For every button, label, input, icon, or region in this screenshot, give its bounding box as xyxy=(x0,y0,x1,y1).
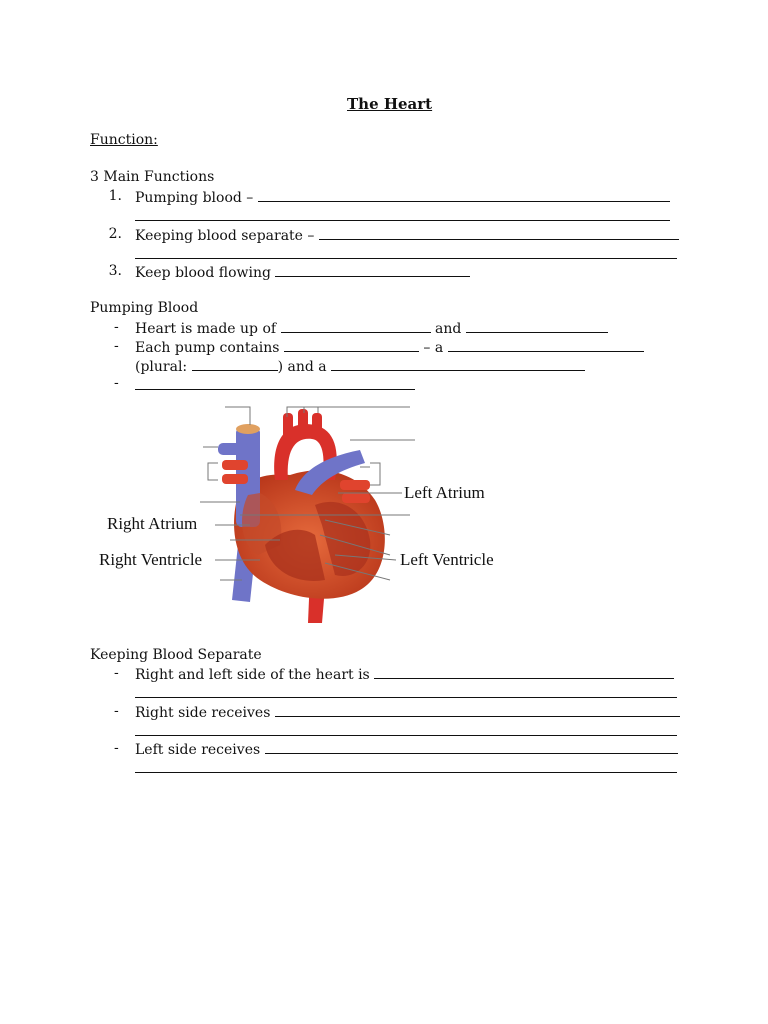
answer-blank[interactable] xyxy=(319,225,679,240)
answer-blank[interactable] xyxy=(466,318,608,333)
item-text: Keep blood flowing xyxy=(135,265,271,281)
pumping-line-2 xyxy=(135,337,644,357)
answer-blank[interactable] xyxy=(275,262,470,277)
bullet-dash: - xyxy=(114,665,119,681)
main-function-item xyxy=(135,262,470,282)
answer-blank[interactable] xyxy=(448,337,644,352)
pulmonary-vein-icon xyxy=(222,460,248,470)
bullet-dash: - xyxy=(114,338,119,354)
label-left-atrium: Left Atrium xyxy=(404,483,485,502)
item-number: 2. xyxy=(108,226,122,242)
main-function-item xyxy=(135,187,670,207)
line-text: ) and a xyxy=(277,359,327,375)
separate-item xyxy=(135,702,680,722)
line-text: – a xyxy=(423,340,444,356)
line-text: and xyxy=(435,321,462,337)
answer-line[interactable] xyxy=(135,389,415,390)
bullet-dash: - xyxy=(114,703,119,719)
main-function-item xyxy=(135,225,679,245)
heart-diagram xyxy=(90,395,510,630)
function-heading: Function: xyxy=(90,132,158,148)
item-text: Right side receives xyxy=(135,705,271,721)
pumping-heading: Pumping Blood xyxy=(90,300,199,316)
bullet-dash: - xyxy=(114,740,119,756)
bullet-dash: - xyxy=(114,375,119,391)
bullet-dash: - xyxy=(114,319,119,335)
answer-blank[interactable] xyxy=(284,337,419,352)
label-right-atrium: Right Atrium xyxy=(107,514,198,533)
pulmonary-artery-icon xyxy=(218,443,248,455)
separate-heading: Keeping Blood Separate xyxy=(90,647,262,663)
line-text: (plural: xyxy=(135,359,188,375)
line-text: Heart is made up of xyxy=(135,321,277,337)
item-number: 1. xyxy=(108,188,122,204)
answer-blank[interactable] xyxy=(331,356,585,371)
answer-line[interactable] xyxy=(135,772,677,773)
answer-blank[interactable] xyxy=(265,739,678,754)
answer-line[interactable] xyxy=(135,735,677,736)
item-number: 3. xyxy=(108,263,122,279)
separate-item xyxy=(135,664,674,684)
separate-item xyxy=(135,739,678,759)
pulmonary-vein-icon xyxy=(222,474,248,484)
item-text: Keeping blood separate – xyxy=(135,228,315,244)
answer-line[interactable] xyxy=(135,258,677,259)
page-title: The Heart xyxy=(347,95,433,113)
answer-blank[interactable] xyxy=(275,702,680,717)
answer-line[interactable] xyxy=(135,220,670,221)
line-text: Each pump contains xyxy=(135,340,280,356)
item-text: Left side receives xyxy=(135,742,261,758)
answer-line[interactable] xyxy=(135,697,677,698)
pumping-line-3 xyxy=(135,356,585,376)
pumping-line-1 xyxy=(135,318,608,338)
answer-blank[interactable] xyxy=(258,187,670,202)
answer-blank[interactable] xyxy=(374,664,674,679)
label-right-ventricle: Right Ventricle xyxy=(99,550,203,569)
answer-blank[interactable] xyxy=(192,356,278,371)
answer-blank[interactable] xyxy=(281,318,431,333)
item-text: Pumping blood – xyxy=(135,190,254,206)
item-text: Right and left side of the heart is xyxy=(135,667,370,683)
label-left-ventricle: Left Ventricle xyxy=(400,550,494,569)
main-functions-heading: 3 Main Functions xyxy=(90,169,215,185)
